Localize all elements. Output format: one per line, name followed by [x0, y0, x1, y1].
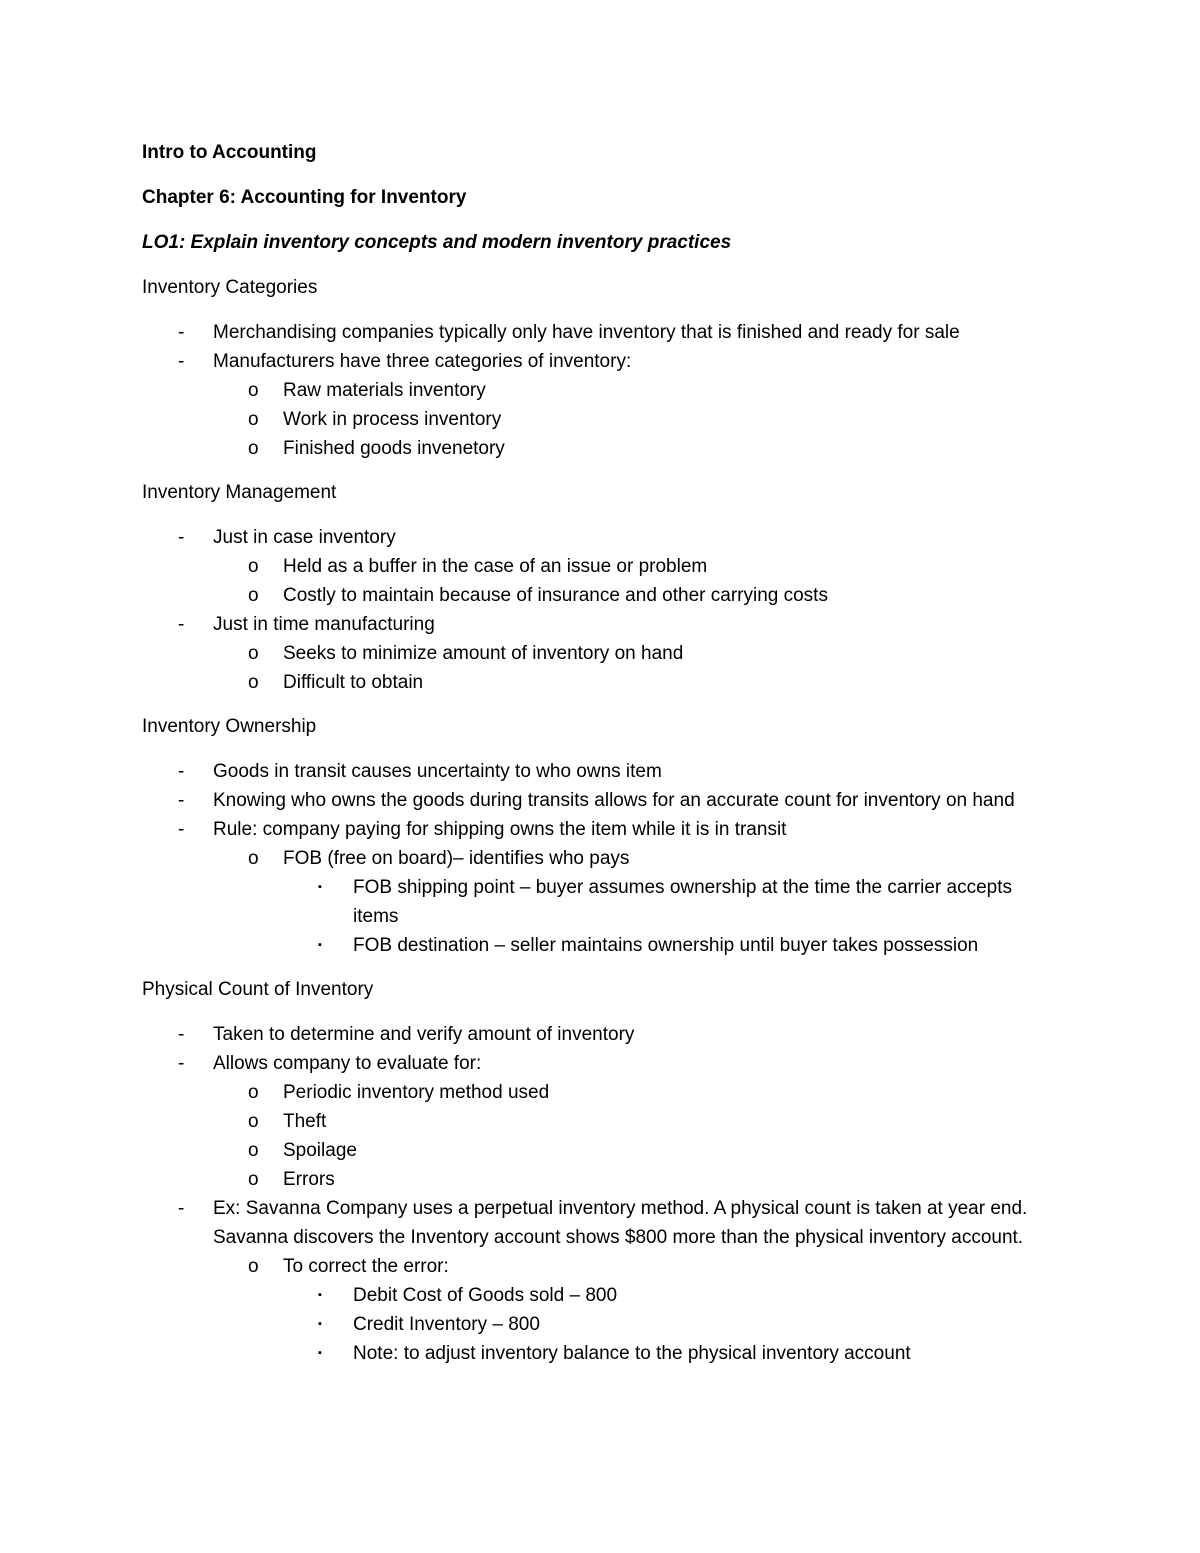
bullet-circle-icon: o [248, 848, 259, 869]
list-item [142, 668, 1057, 697]
list-item [142, 1078, 1057, 1107]
list-item [142, 815, 1057, 844]
list-inventory-categories [142, 318, 1057, 463]
list-item [142, 786, 1057, 815]
chapter-title: Chapter 6: Accounting for Inventory [142, 187, 467, 208]
list-item [142, 1020, 1057, 1049]
bullet-dash-icon: - [178, 322, 185, 343]
list-item-text: Periodic inventory method used [283, 1082, 550, 1103]
list-item [142, 873, 1057, 931]
list-item [142, 318, 1057, 347]
list-item-text: Spoilage [283, 1140, 357, 1161]
list-item-text: Taken to determine and verify amount of inventory [213, 1024, 635, 1045]
list-item-text: Allows company to evaluate for: [213, 1053, 482, 1074]
list-item-text: Costly to maintain because of insurance and other carrying costs [283, 585, 828, 606]
list-item [142, 844, 1057, 873]
bullet-dash-icon: - [178, 351, 185, 372]
list-item [142, 757, 1057, 786]
bullet-dash-icon: - [178, 1198, 185, 1219]
bullet-dash-icon: - [178, 1053, 185, 1074]
list-item [142, 1339, 1057, 1368]
bullet-circle-icon: o [248, 1256, 259, 1277]
list-item [142, 1165, 1057, 1194]
list-item-text: Knowing who owns the goods during transits allows for an accurate count for inventory on hand [213, 790, 1015, 811]
bullet-dash-icon: - [178, 790, 185, 811]
bullet-circle-icon: o [248, 438, 259, 459]
list-item-text: Errors [283, 1169, 335, 1190]
list-item-text: Work in process inventory [283, 409, 502, 430]
bullet-dash-icon: - [178, 614, 185, 635]
list-item-text: Just in case inventory [213, 527, 396, 548]
section-title-inventory-ownership: Inventory Ownership [142, 716, 317, 737]
bullet-circle-icon: o [248, 1082, 259, 1103]
list-item-text: Difficult to obtain [283, 672, 424, 693]
bullet-square-icon: ▪ [318, 1318, 322, 1330]
list-item-text: Debit Cost of Goods sold – 800 [353, 1285, 618, 1306]
list-item-text: FOB (free on board)– identifies who pays [283, 848, 630, 869]
bullet-circle-icon: o [248, 1169, 259, 1190]
list-inventory-ownership [142, 757, 1057, 960]
list-item-text: Held as a buffer in the case of an issue or problem [283, 556, 708, 577]
bullet-circle-icon: o [248, 585, 259, 606]
bullet-circle-icon: o [248, 409, 259, 430]
list-item-text: Note: to adjust inventory balance to the physical inventory account [353, 1343, 911, 1364]
list-item-text: Finished goods invenetory [283, 438, 505, 459]
list-item-text: FOB shipping point – buyer assumes ownership at the time the carrier accepts items [353, 877, 1012, 927]
bullet-dash-icon: - [178, 761, 185, 782]
list-item [142, 523, 1057, 552]
list-item [142, 1136, 1057, 1165]
bullet-dash-icon: - [178, 527, 185, 548]
bullet-circle-icon: o [248, 380, 259, 401]
list-item [142, 347, 1057, 376]
page-title: Intro to Accounting [142, 142, 317, 163]
list-item-text: To correct the error: [283, 1256, 449, 1277]
list-item-text: Raw materials inventory [283, 380, 486, 401]
learning-objective: LO1: Explain inventory concepts and modern inventory practices [142, 232, 732, 253]
bullet-circle-icon: o [248, 643, 259, 664]
list-item [142, 1049, 1057, 1078]
list-item [142, 1252, 1057, 1281]
list-physical-count [142, 1020, 1057, 1368]
list-item-text: FOB destination – seller maintains ownership until buyer takes possession [353, 935, 979, 956]
list-item-text: Manufacturers have three categories of inventory: [213, 351, 632, 372]
list-item-text: Rule: company paying for shipping owns the item while it is in transit [213, 819, 787, 840]
list-item-text: Seeks to minimize amount of inventory on hand [283, 643, 684, 664]
list-item [142, 1107, 1057, 1136]
list-item [142, 931, 1057, 960]
bullet-square-icon: ▪ [318, 1289, 322, 1301]
list-item-text: Theft [283, 1111, 327, 1132]
bullet-circle-icon: o [248, 1111, 259, 1132]
bullet-circle-icon: o [248, 1140, 259, 1161]
list-item [142, 1310, 1057, 1339]
bullet-square-icon: ▪ [318, 939, 322, 951]
list-item-text: Just in time manufacturing [213, 614, 435, 635]
list-item [142, 405, 1057, 434]
list-item-text: Ex: Savanna Company uses a perpetual inventory method. A physical count is taken at year end. Savanna discovers the Inventory account shows $800 more than the physical inventory account. [213, 1198, 1028, 1248]
bullet-dash-icon: - [178, 819, 185, 840]
list-inventory-management [142, 523, 1057, 697]
bullet-square-icon: ▪ [318, 1347, 322, 1359]
list-item [142, 639, 1057, 668]
list-item [142, 552, 1057, 581]
section-title-inventory-management: Inventory Management [142, 482, 337, 503]
list-item [142, 581, 1057, 610]
bullet-square-icon: ▪ [318, 881, 322, 893]
list-item [142, 376, 1057, 405]
section-title-physical-count: Physical Count of Inventory [142, 979, 374, 1000]
section-title-inventory-categories: Inventory Categories [142, 277, 318, 298]
list-item [142, 1194, 1057, 1252]
bullet-dash-icon: - [178, 1024, 185, 1045]
list-item-text: Goods in transit causes uncertainty to who owns item [213, 761, 662, 782]
list-item [142, 1281, 1057, 1310]
bullet-circle-icon: o [248, 672, 259, 693]
list-item [142, 610, 1057, 639]
bullet-circle-icon: o [248, 556, 259, 577]
list-item-text: Credit Inventory – 800 [353, 1314, 540, 1335]
list-item [142, 434, 1057, 463]
list-item-text: Merchandising companies typically only have inventory that is finished and ready for sale [213, 322, 960, 343]
